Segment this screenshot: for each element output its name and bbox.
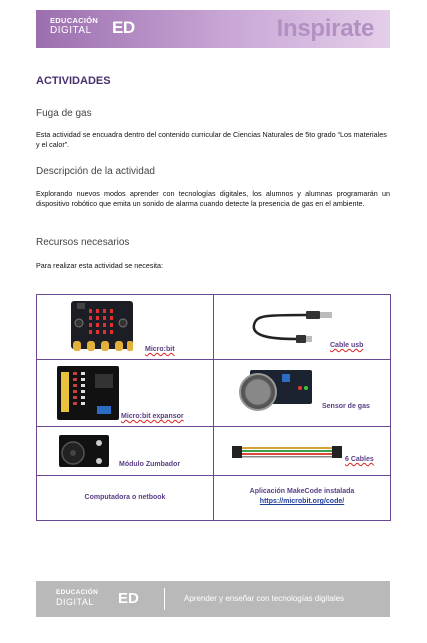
footer-brand-mark: ED bbox=[118, 590, 139, 607]
description-heading: Descripción de la actividad bbox=[36, 166, 155, 177]
header-banner bbox=[36, 10, 390, 48]
buzzer-module-image bbox=[57, 431, 113, 471]
table-row bbox=[37, 427, 391, 476]
table-row bbox=[37, 476, 391, 521]
description-text: Explorando nuevos modos aprender con tecnologías digitales, los alumnos y alumnas programarán un dispositivo robótico que emita un sonido de alarma cuando detecte la presencia de gas en el ambiente. bbox=[36, 189, 390, 208]
footer-slogan: Aprender y enseñar con tecnologías digitales bbox=[184, 594, 345, 603]
resource-label: Micro:bit bbox=[145, 346, 175, 353]
resource-label: Módulo Zumbador bbox=[119, 461, 181, 468]
footer-brand bbox=[56, 589, 98, 608]
resource-cell-computer bbox=[37, 476, 214, 521]
footer-brand-line2: DIGITAL bbox=[56, 597, 94, 607]
resources-intro: Para realizar esta actividad se necesita: bbox=[36, 261, 164, 270]
activity-name: Fuga de gas bbox=[36, 108, 92, 119]
resources-heading: Recursos necesarios bbox=[36, 237, 130, 248]
jumper-cables-image bbox=[230, 443, 344, 461]
resource-label: Sensor de gas bbox=[322, 403, 370, 410]
footer-divider bbox=[164, 588, 165, 610]
resource-cell-gas-sensor bbox=[214, 360, 391, 427]
resource-cell-expansor bbox=[37, 360, 214, 427]
resource-cell-makecode bbox=[214, 476, 391, 521]
header-brand-line1: EDUCACIÓN bbox=[50, 16, 99, 25]
resource-cell-usb bbox=[214, 295, 391, 360]
table-row bbox=[37, 295, 391, 360]
header-brand-mark: ED bbox=[112, 18, 135, 37]
usb-cable-image bbox=[236, 305, 336, 349]
microbit-board-image bbox=[67, 299, 137, 355]
header-brand-line2: DIGITAL bbox=[50, 25, 92, 36]
makecode-link[interactable]: https://microbit.org/code/ bbox=[259, 498, 345, 505]
table-row bbox=[37, 360, 391, 427]
resource-label: 6 Cables bbox=[345, 456, 374, 463]
resource-cell-cables bbox=[214, 427, 391, 476]
resources-table bbox=[36, 294, 391, 521]
resource-label: Computadora o netbook bbox=[84, 494, 166, 501]
activity-intro: Esta actividad se encuadra dentro del contenido curricular de Ciencias Naturales de 5to grado “Los materiales y el calor”. bbox=[36, 130, 387, 149]
gas-sensor-image bbox=[230, 366, 316, 418]
footer-banner bbox=[36, 581, 390, 617]
resource-cell-microbit bbox=[37, 295, 214, 360]
resource-label: Aplicación MakeCode instalada bbox=[249, 488, 355, 495]
resource-label: Micro:bit expansor bbox=[121, 413, 184, 420]
resource-cell-buzzer bbox=[37, 427, 214, 476]
resource-label: Cable usb bbox=[330, 342, 364, 349]
header-slogan: Inspirate bbox=[276, 15, 374, 42]
expansion-board-image bbox=[55, 364, 121, 422]
page-title: ACTIVIDADES bbox=[36, 75, 111, 87]
header-brand bbox=[50, 16, 98, 37]
footer-brand-line1: EDUCACIÓN bbox=[56, 589, 99, 596]
